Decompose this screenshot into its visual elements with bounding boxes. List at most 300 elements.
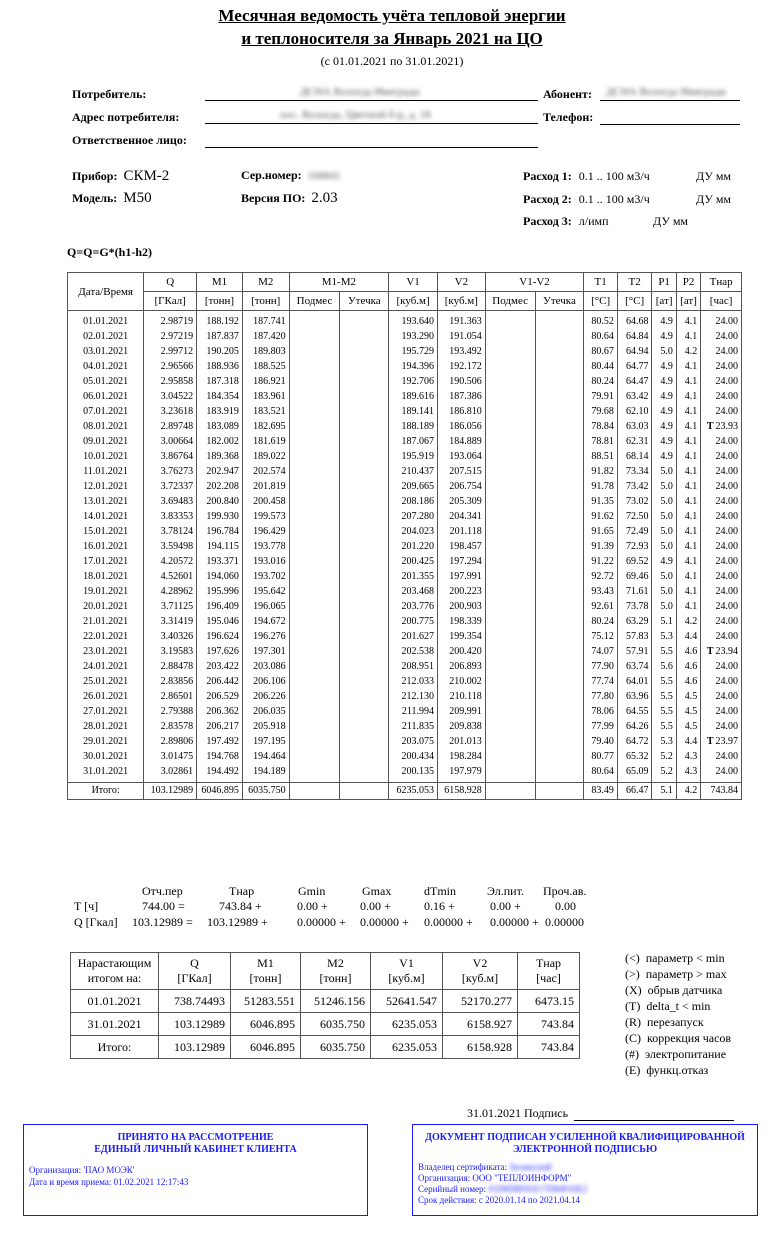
total-row — [68, 783, 742, 800]
cell-utechka — [340, 584, 389, 599]
cell-tnar-value: 24.00 — [715, 766, 738, 777]
cell-p1: 5.5 — [652, 719, 676, 734]
cell-m1: 194.060 — [197, 569, 243, 584]
flow2-du: ДУ мм — [696, 192, 732, 206]
cell-podmes2 — [485, 449, 535, 464]
cell-tnar — [701, 539, 742, 554]
cell-utechka — [340, 734, 389, 749]
cell-t1: 91.78 — [584, 479, 618, 494]
subscriber-label: Абонент: — [543, 87, 592, 101]
cell-m2: 196.276 — [242, 629, 289, 644]
col-date: Дата/Время — [68, 273, 144, 311]
cell-tnar-value: 24.00 — [715, 601, 738, 612]
cell-podmes2 — [485, 329, 535, 344]
cell-tnar-value: 24.00 — [715, 466, 738, 477]
cell-p1: 4.9 — [652, 374, 676, 389]
cell-flag: T — [706, 646, 714, 657]
cell-tnar-value: 24.00 — [715, 541, 738, 552]
sum-q-gmin: 0.00000 + — [297, 915, 346, 929]
cell-utechka — [340, 434, 389, 449]
cell-v2: 210.002 — [437, 674, 485, 689]
cell-m2: 183.961 — [242, 389, 289, 404]
cell-m1: 187.837 — [197, 329, 243, 344]
cell-v1: 209.665 — [389, 479, 438, 494]
cell-date: 28.01.2021 — [68, 719, 144, 734]
total-label: Итого: — [68, 783, 144, 800]
cell-tnar — [701, 464, 742, 479]
cell-q: 3.76273 — [144, 464, 197, 479]
cell-p2: 4.6 — [676, 674, 700, 689]
stamp-signed — [412, 1124, 758, 1216]
cell-podmes — [289, 419, 340, 434]
cell-podmes — [289, 524, 340, 539]
cell-date: 09.01.2021 — [68, 434, 144, 449]
cell-p1: 4.9 — [652, 404, 676, 419]
cell-date: 04.01.2021 — [68, 359, 144, 374]
cumulative-row — [71, 1013, 580, 1036]
cell-v2: 197.991 — [437, 569, 485, 584]
cell-podmes2 — [485, 569, 535, 584]
cell-q: 3.31419 — [144, 614, 197, 629]
sum-h-gmin: Gmin — [298, 884, 326, 898]
cum-h-v1: V1 [куб.м] — [371, 953, 443, 990]
cell-t1: 79.68 — [584, 404, 618, 419]
col-p2: P2 — [676, 273, 700, 292]
legend-item: (X) обрыв датчика — [625, 983, 723, 997]
cum-cell-label: 01.01.2021 — [71, 990, 159, 1013]
cell-m1: 200.840 — [197, 494, 243, 509]
cell-v1: 195.729 — [389, 344, 438, 359]
stamp-signed-valid: Срок действия: с 2020.01.14 по 2021.04.14 — [418, 1195, 580, 1205]
cell-podmes — [289, 614, 340, 629]
cell-p1: 5.0 — [652, 524, 676, 539]
cell-t2: 72.50 — [617, 509, 652, 524]
cell-m1: 196.784 — [197, 524, 243, 539]
total-podmes2 — [485, 783, 535, 800]
cell-tnar-value: 24.00 — [715, 346, 738, 357]
cell-v1: 212.130 — [389, 689, 438, 704]
table-row — [68, 659, 742, 674]
cell-tnar-value: 24.00 — [715, 586, 738, 597]
cell-q: 4.20572 — [144, 554, 197, 569]
cell-p1: 5.2 — [652, 764, 676, 783]
cell-v1: 211.835 — [389, 719, 438, 734]
col-m2-unit: [тонн] — [242, 292, 289, 311]
cell-q: 3.23618 — [144, 404, 197, 419]
cell-p2: 4.1 — [676, 311, 700, 330]
cell-podmes2 — [485, 674, 535, 689]
cell-tnar — [701, 404, 742, 419]
cell-m1: 196.624 — [197, 629, 243, 644]
cell-podmes — [289, 359, 340, 374]
table-row — [68, 599, 742, 614]
cell-t2: 73.78 — [617, 599, 652, 614]
col-q-unit: [ГКал] — [144, 292, 197, 311]
cell-p2: 4.6 — [676, 644, 700, 659]
total-t2: 66.47 — [617, 783, 652, 800]
sum-t-otch: 744.00 = — [142, 899, 185, 913]
cell-utechka2 — [535, 569, 584, 584]
col-m1m2: M1-M2 — [289, 273, 389, 292]
cell-t2: 69.52 — [617, 554, 652, 569]
cell-m1: 184.354 — [197, 389, 243, 404]
cell-utechka2 — [535, 479, 584, 494]
flow2: Расход 2: 0.1 .. 100 м3/ч — [523, 192, 650, 206]
stamp-accepted-date: Дата и время приема: 01.02.2021 12:17:43 — [29, 1177, 189, 1187]
cell-tnar — [701, 374, 742, 389]
cell-utechka2 — [535, 344, 584, 359]
cell-v1: 203.776 — [389, 599, 438, 614]
cum-cell-v1: 6235.053 — [371, 1013, 443, 1036]
cell-utechka2 — [535, 434, 584, 449]
cell-v2: 209.838 — [437, 719, 485, 734]
cell-podmes — [289, 599, 340, 614]
cum-cell-q: 103.12989 — [159, 1036, 231, 1059]
cell-tnar — [701, 434, 742, 449]
cell-p1: 4.9 — [652, 554, 676, 569]
cell-m2: 181.619 — [242, 434, 289, 449]
cell-tnar — [701, 554, 742, 569]
cell-v1: 194.396 — [389, 359, 438, 374]
cell-p1: 5.0 — [652, 464, 676, 479]
responsible-label: Ответственное лицо: — [72, 133, 187, 147]
cell-p2: 4.1 — [676, 554, 700, 569]
cell-q: 2.89748 — [144, 419, 197, 434]
cum-h-tnar: Tнар [час] — [518, 953, 580, 990]
cell-t2: 62.10 — [617, 404, 652, 419]
cell-date: 22.01.2021 — [68, 629, 144, 644]
cell-v1: 201.627 — [389, 629, 438, 644]
cell-m2: 200.458 — [242, 494, 289, 509]
cell-tnar-value: 23.97 — [715, 736, 738, 747]
cell-q: 3.59498 — [144, 539, 197, 554]
cell-v2: 193.492 — [437, 344, 485, 359]
cell-podmes — [289, 704, 340, 719]
cell-utechka2 — [535, 524, 584, 539]
cell-v1: 200.775 — [389, 614, 438, 629]
col-p2-unit: [ат] — [676, 292, 700, 311]
cell-podmes2 — [485, 554, 535, 569]
cell-v1: 187.067 — [389, 434, 438, 449]
cell-t2: 64.68 — [617, 311, 652, 330]
cell-tnar — [701, 719, 742, 734]
cell-q: 2.99712 — [144, 344, 197, 359]
cell-podmes2 — [485, 374, 535, 389]
cell-v2: 206.754 — [437, 479, 485, 494]
cell-t2: 62.31 — [617, 434, 652, 449]
total-podmes — [289, 783, 340, 800]
cell-utechka2 — [535, 689, 584, 704]
cell-p2: 4.5 — [676, 689, 700, 704]
consumer-label: Потребитель: — [72, 87, 147, 101]
cell-v2: 198.457 — [437, 539, 485, 554]
cell-m2: 196.429 — [242, 524, 289, 539]
cell-podmes2 — [485, 434, 535, 449]
cell-podmes2 — [485, 764, 535, 783]
cell-q: 3.19583 — [144, 644, 197, 659]
legend-item: (#) электропитание — [625, 1047, 727, 1061]
cell-utechka — [340, 329, 389, 344]
cell-utechka2 — [535, 704, 584, 719]
cell-q: 4.28962 — [144, 584, 197, 599]
cell-podmes2 — [485, 644, 535, 659]
legend-item: (E) функц.отказ — [625, 1063, 709, 1077]
cell-v2: 197.294 — [437, 554, 485, 569]
device-pribor: Прибор: СКМ-2 — [72, 168, 170, 184]
cell-v2: 197.979 — [437, 764, 485, 783]
cell-tnar-value: 24.00 — [715, 691, 738, 702]
cell-v1: 195.919 — [389, 449, 438, 464]
cell-podmes2 — [485, 509, 535, 524]
legend-item: (>) параметр > max — [625, 967, 727, 981]
sum-q-otch: 103.12989 = — [132, 915, 193, 929]
cell-q: 2.96566 — [144, 359, 197, 374]
cell-utechka — [340, 614, 389, 629]
cum-cell-tnar: 6473.15 — [518, 990, 580, 1013]
cell-m1: 194.492 — [197, 764, 243, 783]
cell-p2: 4.1 — [676, 404, 700, 419]
cell-v2: 187.386 — [437, 389, 485, 404]
cell-utechka2 — [535, 404, 584, 419]
cell-m2: 197.195 — [242, 734, 289, 749]
cell-tnar — [701, 329, 742, 344]
cell-podmes — [289, 554, 340, 569]
cell-p1: 4.9 — [652, 359, 676, 374]
cell-m1: 183.919 — [197, 404, 243, 419]
cell-m2: 194.672 — [242, 614, 289, 629]
table-row — [68, 764, 742, 783]
sum-t-gmin: 0.00 + — [297, 899, 328, 913]
cell-t2: 57.83 — [617, 629, 652, 644]
stamp-accepted-org: Организация: 'ПАО МОЭК' — [29, 1165, 135, 1175]
cell-v2: 204.341 — [437, 509, 485, 524]
cell-m2: 202.574 — [242, 464, 289, 479]
cum-cell-tnar: 743.84 — [518, 1013, 580, 1036]
table-row — [68, 449, 742, 464]
cell-v2: 191.054 — [437, 329, 485, 344]
cum-cell-v2: 6158.927 — [443, 1013, 518, 1036]
cell-tnar — [701, 689, 742, 704]
cum-cell-v1: 52641.547 — [371, 990, 443, 1013]
cell-utechka2 — [535, 734, 584, 749]
stamp-accepted-title1: ПРИНЯТО НА РАССМОТРЕНИЕ — [117, 1132, 274, 1143]
col-utechka: Утечка — [340, 292, 389, 311]
table-row — [68, 311, 742, 330]
cell-q: 3.02861 — [144, 764, 197, 783]
cell-v1: 211.994 — [389, 704, 438, 719]
cell-v1: 212.033 — [389, 674, 438, 689]
cell-t1: 77.90 — [584, 659, 618, 674]
cell-p2: 4.1 — [676, 329, 700, 344]
cell-tnar — [701, 614, 742, 629]
cell-p1: 4.9 — [652, 449, 676, 464]
cell-p2: 4.1 — [676, 389, 700, 404]
cell-date: 15.01.2021 — [68, 524, 144, 539]
cell-utechka — [340, 311, 389, 330]
cell-utechka — [340, 479, 389, 494]
cell-utechka2 — [535, 539, 584, 554]
cell-t1: 93.43 — [584, 584, 618, 599]
cell-v2: 210.118 — [437, 689, 485, 704]
cell-p1: 5.0 — [652, 569, 676, 584]
total-utechka — [340, 783, 389, 800]
cell-tnar — [701, 629, 742, 644]
cell-m2: 206.035 — [242, 704, 289, 719]
cell-p2: 4.1 — [676, 509, 700, 524]
sum-t-proch: 0.00 — [555, 899, 576, 913]
cell-tnar-value: 24.00 — [715, 406, 738, 417]
signature-field — [574, 1120, 734, 1121]
cell-utechka2 — [535, 494, 584, 509]
cell-utechka — [340, 644, 389, 659]
cell-utechka — [340, 749, 389, 764]
table-row — [68, 554, 742, 569]
cell-p1: 5.5 — [652, 689, 676, 704]
cell-podmes — [289, 659, 340, 674]
cell-m2: 206.106 — [242, 674, 289, 689]
col-v1: V1 — [389, 273, 438, 292]
cell-t2: 64.47 — [617, 374, 652, 389]
cell-p2: 4.1 — [676, 434, 700, 449]
cell-utechka — [340, 539, 389, 554]
cell-podmes — [289, 719, 340, 734]
cell-m2: 189.022 — [242, 449, 289, 464]
cell-v1: 201.355 — [389, 569, 438, 584]
cell-tnar — [701, 569, 742, 584]
cell-tnar — [701, 584, 742, 599]
cell-utechka2 — [535, 509, 584, 524]
sum-t-elpit: 0.00 + — [490, 899, 521, 913]
cell-p1: 5.0 — [652, 494, 676, 509]
cell-v1: 201.220 — [389, 539, 438, 554]
table-row — [68, 494, 742, 509]
cell-podmes2 — [485, 704, 535, 719]
cell-date: 31.01.2021 — [68, 764, 144, 783]
cell-t1: 78.84 — [584, 419, 618, 434]
table-row — [68, 434, 742, 449]
cell-t2: 72.49 — [617, 524, 652, 539]
cell-m2: 194.464 — [242, 749, 289, 764]
cell-t1: 79.91 — [584, 389, 618, 404]
cell-t2: 63.42 — [617, 389, 652, 404]
cell-t1: 74.07 — [584, 644, 618, 659]
cell-t2: 73.42 — [617, 479, 652, 494]
cell-utechka2 — [535, 629, 584, 644]
cell-v1: 203.468 — [389, 584, 438, 599]
cell-date: 27.01.2021 — [68, 704, 144, 719]
cell-m1: 194.115 — [197, 539, 243, 554]
cum-cell-tnar: 743.84 — [518, 1036, 580, 1059]
cell-t2: 63.29 — [617, 614, 652, 629]
cell-q: 4.52601 — [144, 569, 197, 584]
cell-m1: 188.192 — [197, 311, 243, 330]
cell-utechka2 — [535, 584, 584, 599]
formula: Q=Q=G*(h1-h2) — [67, 245, 153, 259]
stamp-signed-owner: Владелец сертификата: Зюзинский — [418, 1162, 552, 1172]
cell-podmes — [289, 689, 340, 704]
cell-q: 2.88478 — [144, 659, 197, 674]
cell-m2: 195.642 — [242, 584, 289, 599]
cell-m2: 201.819 — [242, 479, 289, 494]
cell-date: 24.01.2021 — [68, 659, 144, 674]
cell-p1: 5.6 — [652, 659, 676, 674]
col-v2: V2 — [437, 273, 485, 292]
cell-m2: 205.918 — [242, 719, 289, 734]
sum-q-tnar: 103.12989 + — [207, 915, 268, 929]
cell-podmes — [289, 374, 340, 389]
cell-date: 06.01.2021 — [68, 389, 144, 404]
cell-p1: 5.3 — [652, 629, 676, 644]
cell-podmes — [289, 464, 340, 479]
cell-m1: 206.442 — [197, 674, 243, 689]
cell-p2: 4.1 — [676, 374, 700, 389]
cell-t2: 69.46 — [617, 569, 652, 584]
cell-v2: 205.309 — [437, 494, 485, 509]
cell-p1: 5.3 — [652, 734, 676, 749]
cell-v1: 193.640 — [389, 311, 438, 330]
cell-tnar-value: 24.00 — [715, 511, 738, 522]
cell-podmes2 — [485, 584, 535, 599]
col-podmes: Подмес — [289, 292, 340, 311]
stamp-signed-title2: ЭЛЕКТРОННОЙ ПОДПИСЬЮ — [512, 1144, 658, 1155]
cell-m2: 203.086 — [242, 659, 289, 674]
cell-podmes2 — [485, 419, 535, 434]
cell-tnar-value: 24.00 — [715, 391, 738, 402]
cell-podmes2 — [485, 494, 535, 509]
cell-utechka — [340, 494, 389, 509]
cell-podmes2 — [485, 479, 535, 494]
sum-h-dtmin: dTmin — [424, 884, 456, 898]
cell-m1: 195.996 — [197, 584, 243, 599]
cell-tnar-value: 24.00 — [715, 496, 738, 507]
col-t1-unit: [°C] — [584, 292, 618, 311]
cell-m2: 193.016 — [242, 554, 289, 569]
cell-p2: 4.5 — [676, 719, 700, 734]
cell-t2: 73.34 — [617, 464, 652, 479]
cell-utechka — [340, 374, 389, 389]
cell-v1: 193.290 — [389, 329, 438, 344]
cell-q: 2.83578 — [144, 719, 197, 734]
cell-date: 13.01.2021 — [68, 494, 144, 509]
cell-p2: 4.1 — [676, 539, 700, 554]
cell-v2: 200.223 — [437, 584, 485, 599]
device-version: Версия ПО: 2.03 — [241, 190, 338, 206]
cell-date: 02.01.2021 — [68, 329, 144, 344]
cell-m2: 186.921 — [242, 374, 289, 389]
cell-t1: 88.51 — [584, 449, 618, 464]
table-row — [68, 749, 742, 764]
subscriber-field: ДСНА Вологда Ивиградн — [600, 86, 740, 101]
cell-m2: 188.525 — [242, 359, 289, 374]
summary-block — [0, 884, 784, 934]
cell-date: 19.01.2021 — [68, 584, 144, 599]
sum-h-gmax: Gmax — [362, 884, 392, 898]
cell-m1: 206.529 — [197, 689, 243, 704]
cell-p1: 5.2 — [652, 749, 676, 764]
cell-tnar-value: 24.00 — [715, 631, 738, 642]
cell-p2: 4.1 — [676, 569, 700, 584]
cum-cell-label: Итого: — [71, 1036, 159, 1059]
cell-podmes2 — [485, 749, 535, 764]
sum-q-dtmin: 0.00000 + — [424, 915, 473, 929]
cum-h-m2: M2 [тонн] — [301, 953, 371, 990]
cell-tnar — [701, 419, 742, 434]
cell-q: 2.86501 — [144, 689, 197, 704]
cell-tnar — [701, 749, 742, 764]
cell-utechka — [340, 659, 389, 674]
cell-m1: 196.409 — [197, 599, 243, 614]
table-row — [68, 704, 742, 719]
